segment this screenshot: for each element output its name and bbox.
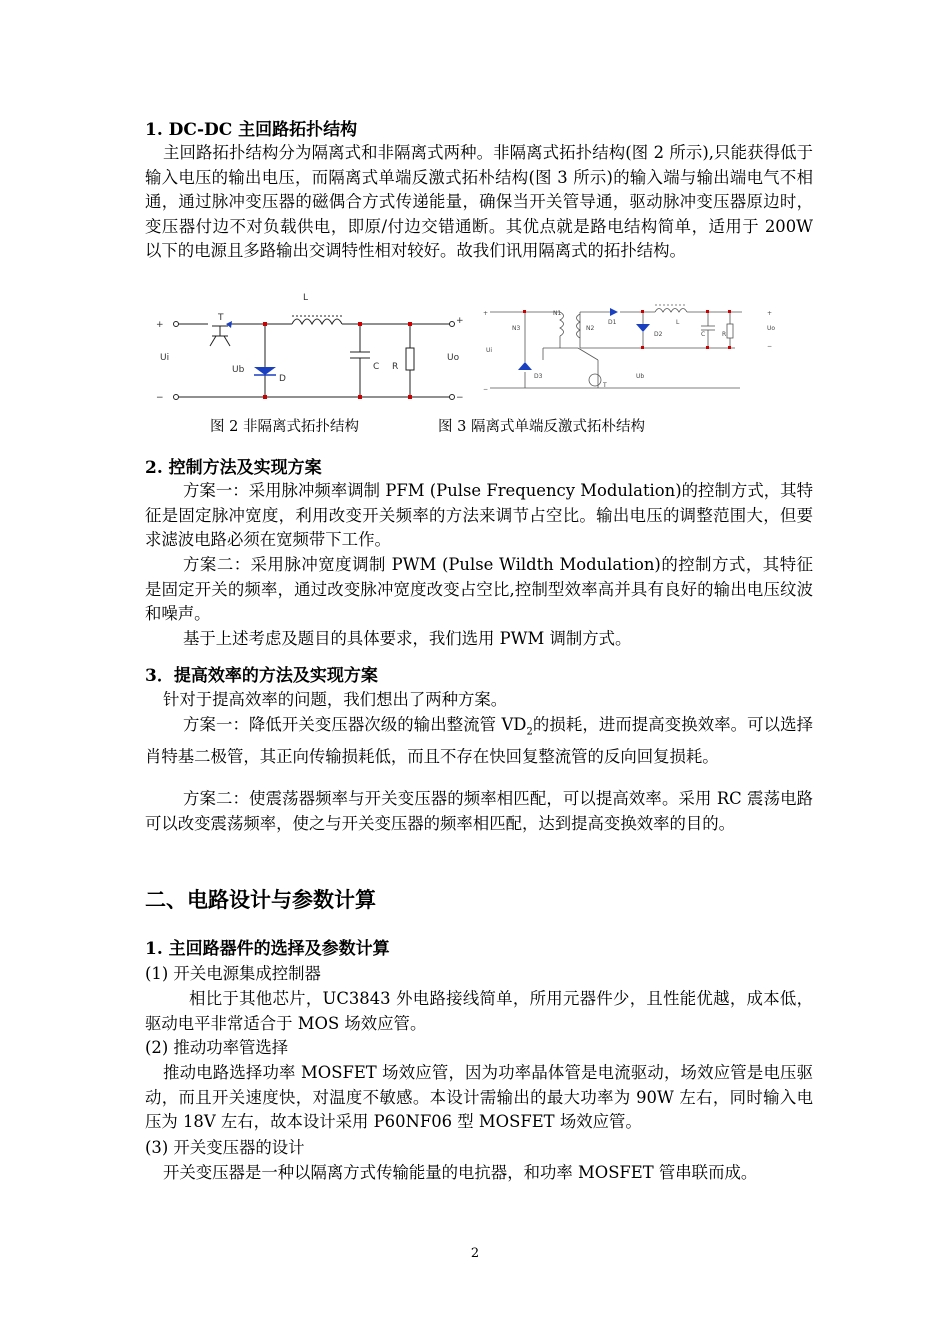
- paragraph-control-choice: 基于上述考虑及题目的具体要求，我们选用 PWM 调制方式。: [183, 629, 632, 648]
- section-heading-control: 2. 控制方法及实现方案: [145, 458, 322, 478]
- item-mosfet-text: 推动电路选择功率 MOSFET 场效应管，因为功率晶体管是电流驱动，场效应管是电压驱动，而且开关速度快，对温度不敏感。本设计需输出的最大功率为 90W 左右，同时输入电压为 18V 左右，故本设计采用 P60NF06 型 MOSFET 场效应管。: [145, 1063, 813, 1131]
- fig3-label-c: C: [701, 331, 706, 338]
- figure-3-caption: 图 3 隔离式单端反激式拓朴结构: [438, 419, 645, 435]
- fig3-label-l: L: [676, 319, 680, 326]
- fig2-label-r: R: [392, 362, 399, 372]
- fig2-label-d: D: [279, 374, 286, 384]
- fig3-label-t: T: [603, 382, 607, 389]
- paragraph-efficiency-plan2: 方案二：使震荡器频率与开关变压器的频率相匹配，可以提高效率。采用 RC 震荡电路可以改变震荡频率，使之与开关变压器的频率相匹配，达到提高变换效率的目的。: [145, 789, 813, 833]
- item-controller-text: 相比于其他芯片，UC3843 外电路接线简单，所用元器件少，且性能优越，成本低，驱动电平非常适合于 MOS 场效应管。: [145, 989, 813, 1033]
- item-controller-title: (1) 开关电源集成控制器: [145, 964, 321, 983]
- fig3-label-ui: Ui: [486, 347, 493, 354]
- fig2-label-t: T: [218, 313, 224, 323]
- item-transformer-text: 开关变压器是一种以隔离方式传输能量的电抗器，和功率 MOSFET 管串联而成。: [163, 1163, 758, 1182]
- fig3-label-d3: D3: [534, 373, 543, 380]
- fig3-minus-out: −: [767, 343, 773, 350]
- paragraph-control-plan1: 方案一：采用脉冲频率调制 PFM (Pulse Frequency Modulation)的控制方式，其特征是固定脉冲宽度，利用改变开关频率的方法来调节占空比。输出电压的调整范围大，但要求滤波电路必须在宽频带下工作。: [145, 481, 813, 549]
- paragraph-efficiency-plan1-full: 方案一：降低开关变压器次级的输出整流管 $VD_2$的损耗，进而提高变换效率。可以选择肖特基二极管，其正向传输损耗低，而且不存在快回复整流管的反向回复损耗。: [145, 715, 814, 766]
- section-heading-components: 1. 主回路器件的选择及参数计算: [145, 939, 390, 959]
- fig3-label-r: R: [722, 331, 727, 338]
- fig2-minus-out: −: [456, 393, 464, 403]
- fig2-plus-in: +: [156, 320, 164, 330]
- item-mosfet-title: (2) 推动功率管选择: [145, 1038, 289, 1057]
- paragraph-control-plan2: 方案二：采用脉冲宽度调制 PWM (Pulse Wildth Modulation)的控制方式，其特征是固定开关的频率，通过改变脉冲宽度改变占空比,控制型效率高并具有良好的输出电压纹波和噪声。: [145, 555, 813, 623]
- section-heading-efficiency: 3．提高效率的方法及实现方案: [145, 666, 378, 686]
- fig3-label-ub: Ub: [636, 373, 645, 380]
- figure-3-circuit: [480, 300, 780, 395]
- fig2-label-uo: Uo: [447, 353, 460, 363]
- paragraph-efficiency-intro: 针对于提高效率的问题，我们想出了两种方案。: [163, 690, 508, 709]
- fig3-minus-in: −: [483, 386, 489, 393]
- chapter-heading: 二、电路设计与参数计算: [145, 887, 376, 912]
- figure-2-caption: 图 2 非隔离式拓扑结构: [210, 419, 359, 435]
- item-transformer-title: (3) 开关变压器的设计: [145, 1138, 305, 1157]
- fig2-label-c: C: [373, 362, 380, 372]
- section-heading-topology: 1. DC-DC 主回路拓扑结构: [145, 120, 358, 140]
- fig3-label-uo: Uo: [767, 325, 776, 332]
- fig3-label-n3: N3: [512, 325, 521, 332]
- figure-2-circuit: [150, 288, 480, 408]
- fig2-label-ub: Ub: [232, 365, 245, 375]
- fig3-plus-out: +: [767, 310, 773, 317]
- paragraph-topology: 主回路拓扑结构分为隔离式和非隔离式两种。非隔离式拓扑结构(图 2 所示),只能获得低于输入电压的输出电压，而隔离式单端反激式拓朴结构(图 3 所示)的输入端与输出端电气不相通，通过脉冲变压器的磁偶合方式传递能量，确保当开关管导通，驱动脉冲变压器原边时，变压器付边不对负载供电，即原/付边交错通断。其优点就是路电结构简单，适用于 200W 以下的电源且多路输出交调特性相对较好。故我们讯用隔离式的拓扑结构。: [145, 143, 813, 260]
- fig3-plus-in: +: [483, 310, 489, 317]
- fig2-label-ui: Ui: [160, 353, 170, 363]
- fig3-label-d1: D1: [608, 319, 617, 326]
- page-number: 2: [470, 1246, 480, 1261]
- fig3-label-n2: N2: [586, 325, 595, 332]
- fig3-label-d2: D2: [654, 331, 663, 338]
- fig3-label-n1: N1: [553, 310, 562, 317]
- fig2-minus-in: −: [156, 393, 164, 403]
- fig2-plus-out: +: [456, 316, 464, 326]
- fig2-label-l: L: [303, 293, 309, 303]
